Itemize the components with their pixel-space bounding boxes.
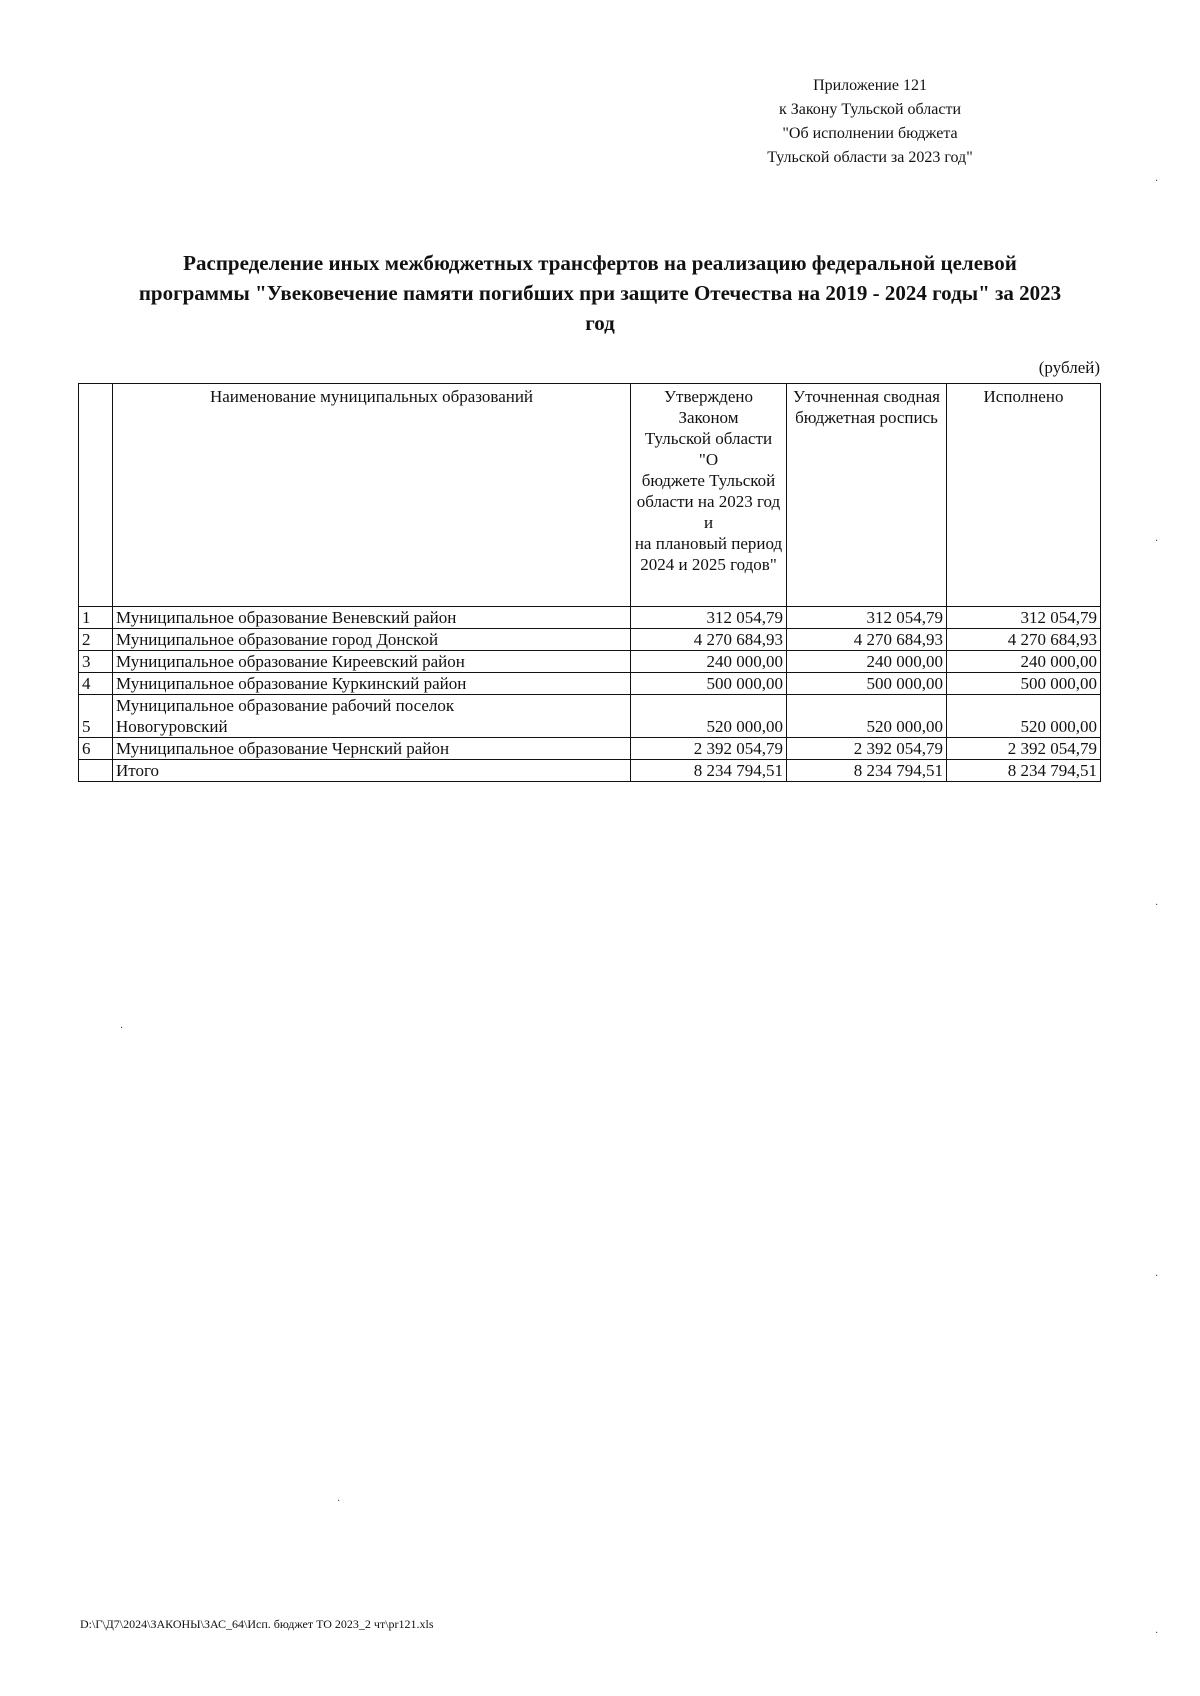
row-number: 6 (79, 738, 113, 760)
row-number: 5 (79, 695, 113, 738)
total-refined: 8 234 794,51 (787, 760, 947, 782)
row-name-line: Муниципальное образование рабочий поселок (116, 696, 455, 715)
table-row (79, 651, 1101, 673)
header-approved-line: Утверждено Законом (664, 387, 753, 427)
scan-speck: · (1155, 176, 1159, 187)
total-executed: 8 234 794,51 (947, 760, 1101, 782)
title-line: год (585, 311, 615, 335)
table-header-row (79, 384, 1101, 607)
row-number: 4 (79, 673, 113, 695)
row-approved: 312 054,79 (631, 607, 787, 629)
header-executed: Исполнено (947, 384, 1101, 607)
header-approved-line: бюджете Тульской (641, 471, 776, 490)
row-executed: 2 392 054,79 (947, 738, 1101, 760)
table-row (79, 738, 1101, 760)
scan-speck: · (120, 1023, 124, 1034)
table-row (79, 629, 1101, 651)
header-approved-line: на плановый период (634, 534, 783, 553)
header-refined (787, 384, 947, 607)
header-approved-line: области на 2023 год и (636, 492, 781, 532)
row-number: 1 (79, 607, 113, 629)
appendix-line: к Закону Тульской области (778, 101, 962, 118)
row-approved: 500 000,00 (631, 673, 787, 695)
row-approved: 240 000,00 (631, 651, 787, 673)
row-name-line: Новогуровский (116, 717, 228, 736)
row-approved: 4 270 684,93 (631, 629, 787, 651)
total-label: Итого (113, 760, 631, 782)
row-name (113, 695, 631, 738)
row-executed: 240 000,00 (947, 651, 1101, 673)
header-refined-line: бюджетная роспись (795, 408, 938, 427)
row-approved: 520 000,00 (631, 695, 787, 738)
header-approved-line: 2024 и 2025 годов" (640, 555, 777, 574)
total-row (79, 760, 1101, 782)
title-line: программы "Увековечение памяти погибших при защите Отечества на 2019 - 2024 годы" за 2023 (138, 281, 1062, 305)
row-approved: 2 392 054,79 (631, 738, 787, 760)
header-refined-line: Уточненная сводная (793, 387, 940, 406)
header-index (79, 384, 113, 607)
header-approved-line: Тульской области "О (644, 429, 773, 469)
row-number: 2 (79, 629, 113, 651)
row-refined: 520 000,00 (787, 695, 947, 738)
scan-speck: · (1155, 900, 1159, 911)
title-line: Распределение иных межбюджетных трансфертов на реализацию федеральной целевой (183, 251, 1017, 275)
total-approved: 8 234 794,51 (631, 760, 787, 782)
scan-speck: · (1155, 536, 1159, 547)
transfers-table (78, 383, 1101, 782)
row-name: Муниципальное образование Куркинский район (113, 673, 631, 695)
units-label: (рублей) (1038, 358, 1100, 377)
scan-speck: · (1155, 1271, 1159, 1282)
header-approved (631, 384, 787, 607)
row-name: Муниципальное образование Веневский район (113, 607, 631, 629)
row-executed: 500 000,00 (947, 673, 1101, 695)
row-executed: 4 270 684,93 (947, 629, 1101, 651)
scan-speck: · (1155, 1628, 1159, 1639)
table-row (79, 695, 1101, 738)
document-title (80, 248, 1120, 338)
header-name: Наименование муниципальных образований (113, 384, 631, 607)
appendix-line: Приложение 121 (813, 77, 927, 94)
appendix-line: Тульской области за 2023 год" (767, 149, 973, 166)
row-name: Муниципальное образование город Донской (113, 629, 631, 651)
file-path-footer: D:\Г\Д7\2024\ЗАКОНЫ\ЗАС_64\Исп. бюджет ТО 2023_2 чт\pr121.xls (80, 1617, 434, 1631)
table-row (79, 607, 1101, 629)
row-refined: 2 392 054,79 (787, 738, 947, 760)
row-refined: 240 000,00 (787, 651, 947, 673)
row-executed: 520 000,00 (947, 695, 1101, 738)
row-refined: 312 054,79 (787, 607, 947, 629)
table-row (79, 673, 1101, 695)
appendix-line: "Об исполнении бюджета (782, 125, 958, 142)
scan-speck: · (337, 1496, 341, 1507)
row-number: 3 (79, 651, 113, 673)
row-refined: 4 270 684,93 (787, 629, 947, 651)
row-name: Муниципальное образование Киреевский район (113, 651, 631, 673)
row-executed: 312 054,79 (947, 607, 1101, 629)
row-name: Муниципальное образование Чернский район (113, 738, 631, 760)
total-index (79, 760, 113, 782)
appendix-block (690, 74, 1050, 170)
row-refined: 500 000,00 (787, 673, 947, 695)
